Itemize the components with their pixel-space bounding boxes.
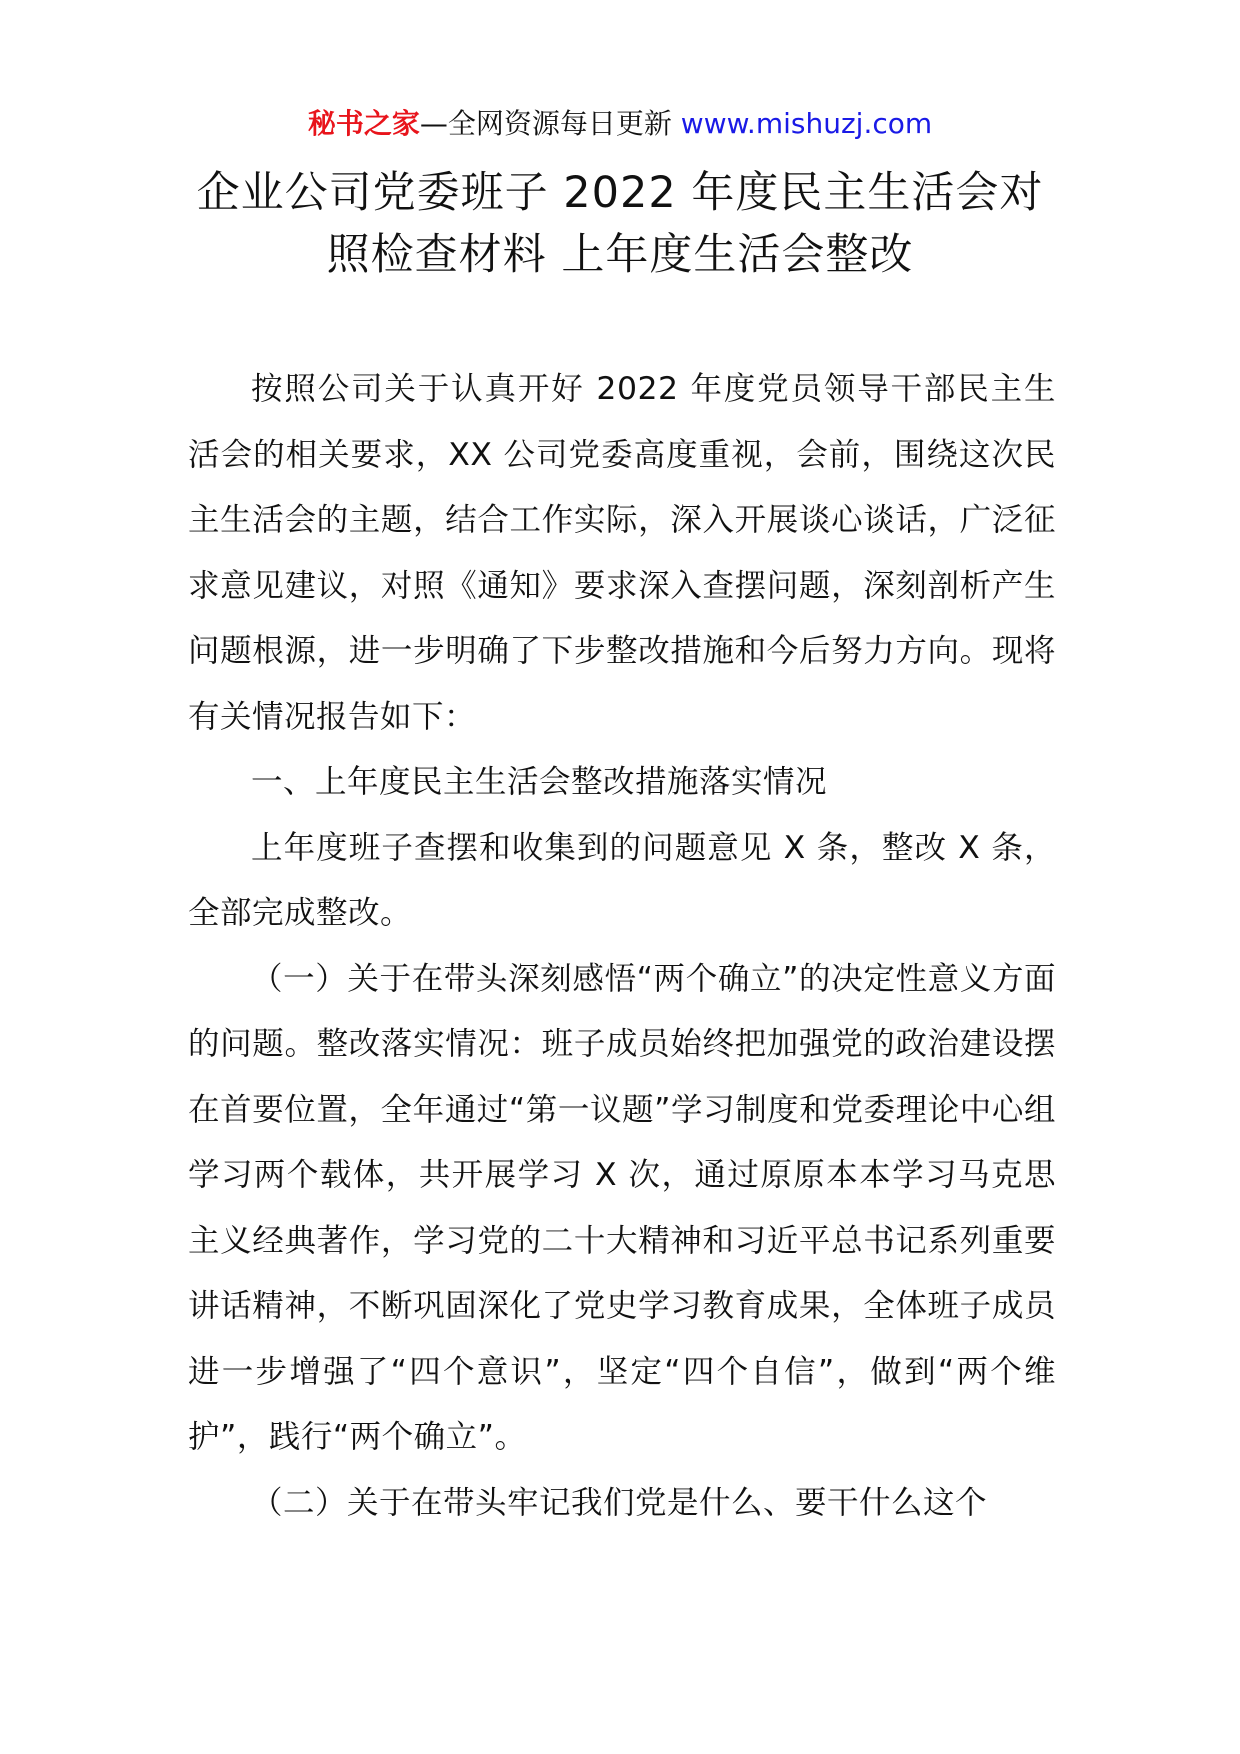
document-body xyxy=(188,357,1056,1536)
site-banner xyxy=(0,104,1240,144)
title-line-2: 照检查材料 上年度生活会整改 xyxy=(326,230,914,280)
summary-paragraph: 上年度班子查摆和收集到的问题意见 X 条，整改 X 条，全部完成整改。 xyxy=(188,829,1056,931)
intro-paragraph: 按照公司关于认真开好 2022 年度党员领导干部民主生活会的相关要求，XX 公司党委高度重视，会前，围绕这次民主生活会的主题，结合工作实际，深入开展谈心谈话，广泛征求意见建议，对照《通知》要求深入查摆问题，深刻剖析产生问题根源，进一步明确了下步整改措施和今后努力方向。现将有关情况报告如下： xyxy=(188,371,1056,735)
section-heading: 一、上年度民主生活会整改措施落实情况 xyxy=(251,764,828,800)
title-line-1: 企业公司党委班子 2022 年度民主生活会对 xyxy=(196,168,1044,218)
item-1-paragraph: （一）关于在带头深刻感悟“两个确立”的决定性意义方面的问题。整改落实情况：班子成员始终把加强党的政治建设摆在首要位置，全年通过“第一议题”学习制度和党委理论中心组学习两个载体，共开展学习 X 次，通过原原本本学习马克思主义经典著作，学习党的二十大精神和习近平总书记系列重要讲话精神，不断巩固深化了党史学习教育成果，全体班子成员进一步增强了“四个意识”，坚定“四个自信”，做到“两个维护”，践行“两个确立”。 xyxy=(188,960,1056,1455)
banner-slogan: —全网资源每日更新 xyxy=(419,107,672,140)
site-url[interactable]: www.mishuzj.com xyxy=(680,107,933,140)
document-title xyxy=(150,162,1090,286)
item-2-paragraph: （二）关于在带头牢记我们党是什么、要干什么这个 xyxy=(251,1484,988,1521)
brand-name: 秘书之家 xyxy=(307,107,420,140)
